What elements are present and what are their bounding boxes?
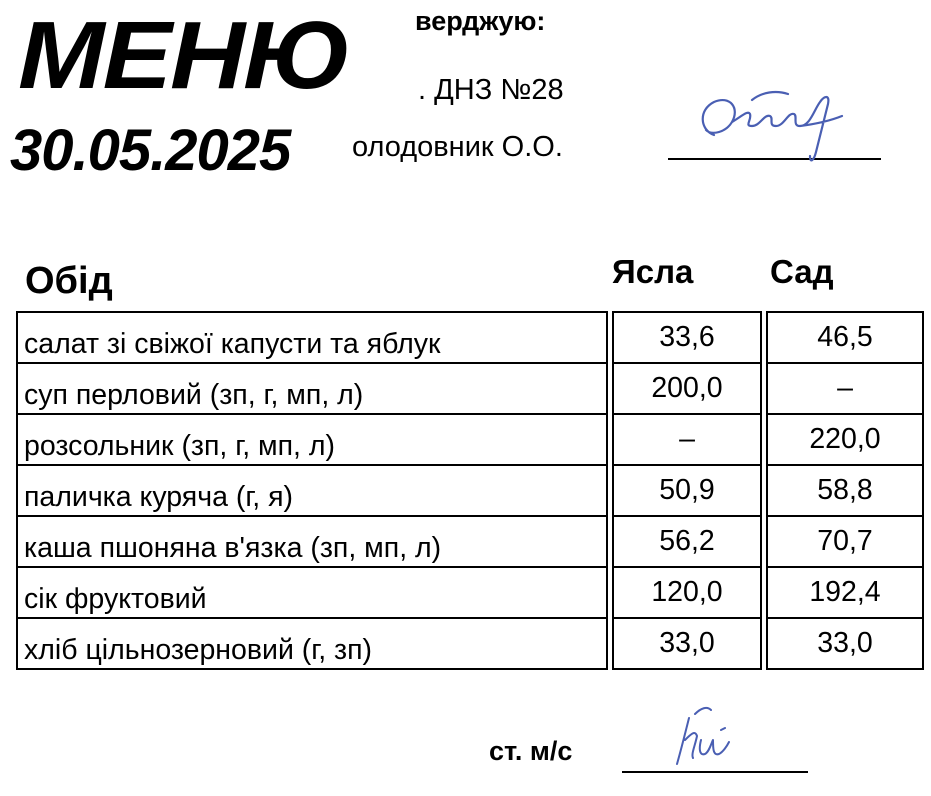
nurse-signature-line xyxy=(622,771,808,773)
nurse-label: ст. м/с xyxy=(489,736,573,766)
dish-name: розсольник (зп, г, мп, л) xyxy=(17,414,607,465)
dish-name: салат зі свіжої капусти та яблук xyxy=(17,312,607,363)
nursery-portion: 33,0 xyxy=(613,618,761,669)
garden-portion: 192,4 xyxy=(767,567,923,618)
director-name: олодовник О.О. xyxy=(352,131,563,163)
table-row xyxy=(17,414,923,465)
column-header-garden: Сад xyxy=(770,253,834,290)
garden-portion: 70,7 xyxy=(767,516,923,567)
dish-name: хліб цільнозерновий (г, зп) xyxy=(17,618,607,669)
table-row xyxy=(17,516,923,567)
director-signature xyxy=(692,80,862,170)
table-row xyxy=(17,312,923,363)
garden-portion: 46,5 xyxy=(767,312,923,363)
nursery-portion: 50,9 xyxy=(613,465,761,516)
dish-name: сік фруктовий xyxy=(17,567,607,618)
garden-portion: 220,0 xyxy=(767,414,923,465)
dish-name: суп перловий (зп, г, мп, л) xyxy=(17,363,607,414)
dish-name: паличка куряча (г, я) xyxy=(17,465,607,516)
garden-portion: 58,8 xyxy=(767,465,923,516)
table-row xyxy=(17,567,923,618)
nursery-portion: 33,6 xyxy=(613,312,761,363)
garden-portion: – xyxy=(767,363,923,414)
table-row xyxy=(17,363,923,414)
nurse-signature xyxy=(655,700,775,770)
nursery-portion: 200,0 xyxy=(613,363,761,414)
section-title: Обід xyxy=(25,260,113,302)
menu-table xyxy=(16,311,924,670)
nursery-portion: 120,0 xyxy=(613,567,761,618)
column-header-nursery: Ясла xyxy=(612,253,694,290)
dish-name: каша пшоняна в'язка (зп, мп, л) xyxy=(17,516,607,567)
nursery-portion: – xyxy=(613,414,761,465)
menu-date: 30.05.2025 xyxy=(10,118,291,183)
nursery-portion: 56,2 xyxy=(613,516,761,567)
menu-title: МЕНЮ xyxy=(18,2,350,110)
institution-name: . ДНЗ №28 xyxy=(418,74,564,106)
garden-portion: 33,0 xyxy=(767,618,923,669)
table-row xyxy=(17,618,923,669)
approve-label: верджую: xyxy=(415,6,546,36)
table-row xyxy=(17,465,923,516)
